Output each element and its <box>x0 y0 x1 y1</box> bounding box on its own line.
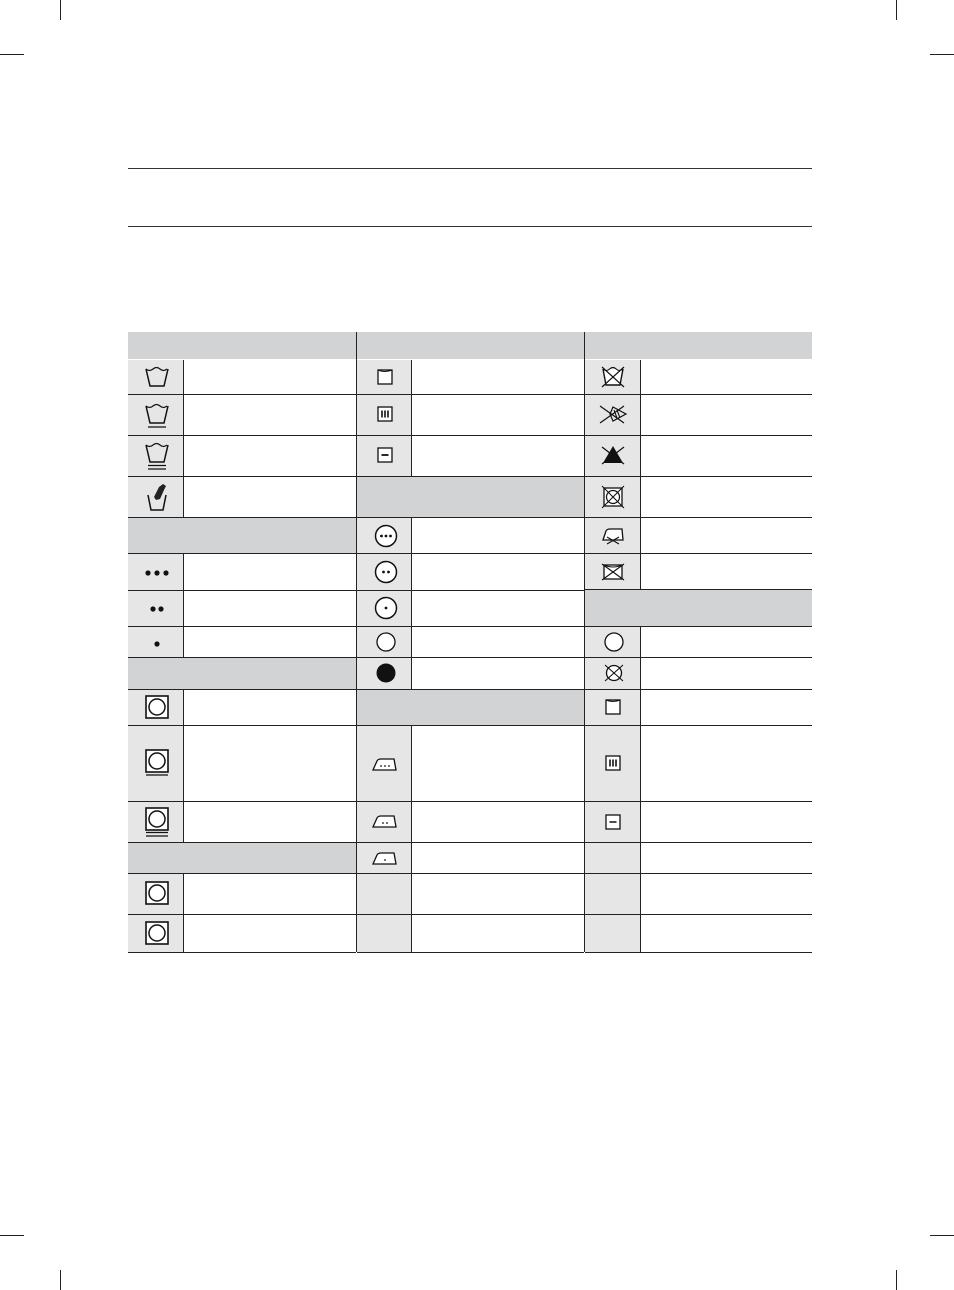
iron-one-dot-icon <box>371 848 399 868</box>
row-line <box>128 689 356 690</box>
table-border <box>356 332 357 952</box>
section-header <box>357 477 584 517</box>
page-title <box>128 178 812 218</box>
section-header <box>357 690 584 725</box>
circle-three-dots-icon <box>373 523 399 549</box>
dry-flat-icon <box>604 813 622 831</box>
row-line <box>128 842 356 843</box>
heading-rule-bottom <box>128 226 812 227</box>
wash-tub-two-lines-icon <box>143 440 171 472</box>
row-line <box>357 914 584 915</box>
dry-flat-icon <box>376 446 394 464</box>
row-line <box>128 476 356 477</box>
table-divider <box>183 553 184 658</box>
row-line <box>128 394 356 395</box>
row-line <box>357 394 584 395</box>
drying-square-icon <box>376 368 394 386</box>
do-not-wash-icon <box>599 364 627 390</box>
row-line <box>128 626 356 627</box>
table-divider <box>411 725 412 952</box>
drying-square-icon <box>604 698 622 716</box>
row-line <box>128 914 356 915</box>
do-not-chlorine-bleach-icon <box>599 443 627 467</box>
table-header-col-3 <box>585 332 812 359</box>
table-divider <box>183 873 184 952</box>
row-line <box>357 801 584 802</box>
crop-mark-bottom-right-v <box>896 1270 897 1290</box>
circle-one-dot-icon <box>373 595 399 621</box>
page-subtitle <box>128 250 812 310</box>
do-not-iron-icon <box>599 525 627 545</box>
three-dots-icon <box>143 566 171 580</box>
crop-mark-top-right-v <box>896 0 897 20</box>
iron-three-dots-icon <box>371 754 399 774</box>
row-line <box>357 590 584 591</box>
wash-tub-one-line-icon <box>143 401 171 431</box>
row-line <box>357 626 584 627</box>
section-header <box>585 590 812 626</box>
table-header-col-1 <box>128 332 356 359</box>
row-line <box>585 873 812 874</box>
tumble-dry-two-lines-icon <box>144 806 170 838</box>
row-line <box>357 517 584 518</box>
crop-mark-bottom-left-h <box>0 1235 24 1236</box>
row-line <box>585 626 812 627</box>
row-line <box>585 589 812 590</box>
heading-rule-top <box>128 168 812 169</box>
row-line <box>128 952 356 953</box>
tumble-dry-icon <box>144 880 170 906</box>
tumble-dry-one-line-icon <box>144 748 170 778</box>
row-line <box>357 842 584 843</box>
filled-circle-icon <box>375 662 397 684</box>
do-not-dry-clean-icon <box>601 662 627 684</box>
crop-mark-top-left-v <box>60 0 61 20</box>
one-dot-icon <box>143 637 171 651</box>
row-line <box>585 725 812 726</box>
row-line <box>128 553 356 554</box>
section-header <box>128 518 356 553</box>
empty-circle-icon <box>603 631 625 653</box>
table-divider <box>411 360 412 477</box>
crop-mark-top-right-h <box>930 54 954 55</box>
row-line <box>128 657 356 658</box>
row-line <box>585 476 812 477</box>
row-line <box>357 553 584 554</box>
do-not-tumble-dry-icon <box>600 484 626 510</box>
row-line <box>585 394 812 395</box>
section-header <box>128 843 356 873</box>
row-line <box>357 873 584 874</box>
row-line <box>128 517 356 518</box>
crop-mark-top-left-h <box>0 54 24 55</box>
hand-wash-icon <box>143 481 171 513</box>
row-line <box>128 873 356 874</box>
row-line <box>585 435 812 436</box>
crop-mark-bottom-right-h <box>930 1235 954 1236</box>
drip-dry-icon <box>604 754 622 772</box>
do-not-dry-flat-icon <box>600 561 626 583</box>
row-line <box>357 476 584 477</box>
row-line <box>128 801 356 802</box>
table-border <box>584 332 585 952</box>
table-divider <box>183 360 184 518</box>
wash-tub-icon <box>143 364 171 390</box>
row-line <box>585 517 812 518</box>
table-divider <box>411 517 412 690</box>
row-line <box>128 435 356 436</box>
row-line <box>128 590 356 591</box>
row-line <box>128 725 356 726</box>
table-divider <box>640 626 641 952</box>
empty-circle-icon <box>375 631 397 653</box>
row-line <box>585 689 812 690</box>
iron-two-dots-icon <box>371 811 399 831</box>
table-divider <box>183 689 184 843</box>
do-not-bleach-icon <box>597 402 629 426</box>
tumble-dry-icon <box>144 920 170 946</box>
two-dots-icon <box>143 602 171 616</box>
row-line <box>585 842 812 843</box>
row-line <box>585 914 812 915</box>
row-line <box>585 952 812 953</box>
circle-two-dots-icon <box>373 559 399 585</box>
tumble-dry-icon <box>144 694 170 720</box>
row-line <box>585 801 812 802</box>
row-line <box>357 952 584 953</box>
row-line <box>357 657 584 658</box>
drip-dry-icon <box>376 405 394 423</box>
row-line <box>357 725 584 726</box>
table-header-col-2 <box>357 332 584 359</box>
crop-mark-bottom-left-v <box>60 1270 61 1290</box>
section-header <box>128 658 356 689</box>
row-line <box>585 553 812 554</box>
row-line <box>357 435 584 436</box>
row-line <box>357 689 584 690</box>
row-line <box>585 657 812 658</box>
